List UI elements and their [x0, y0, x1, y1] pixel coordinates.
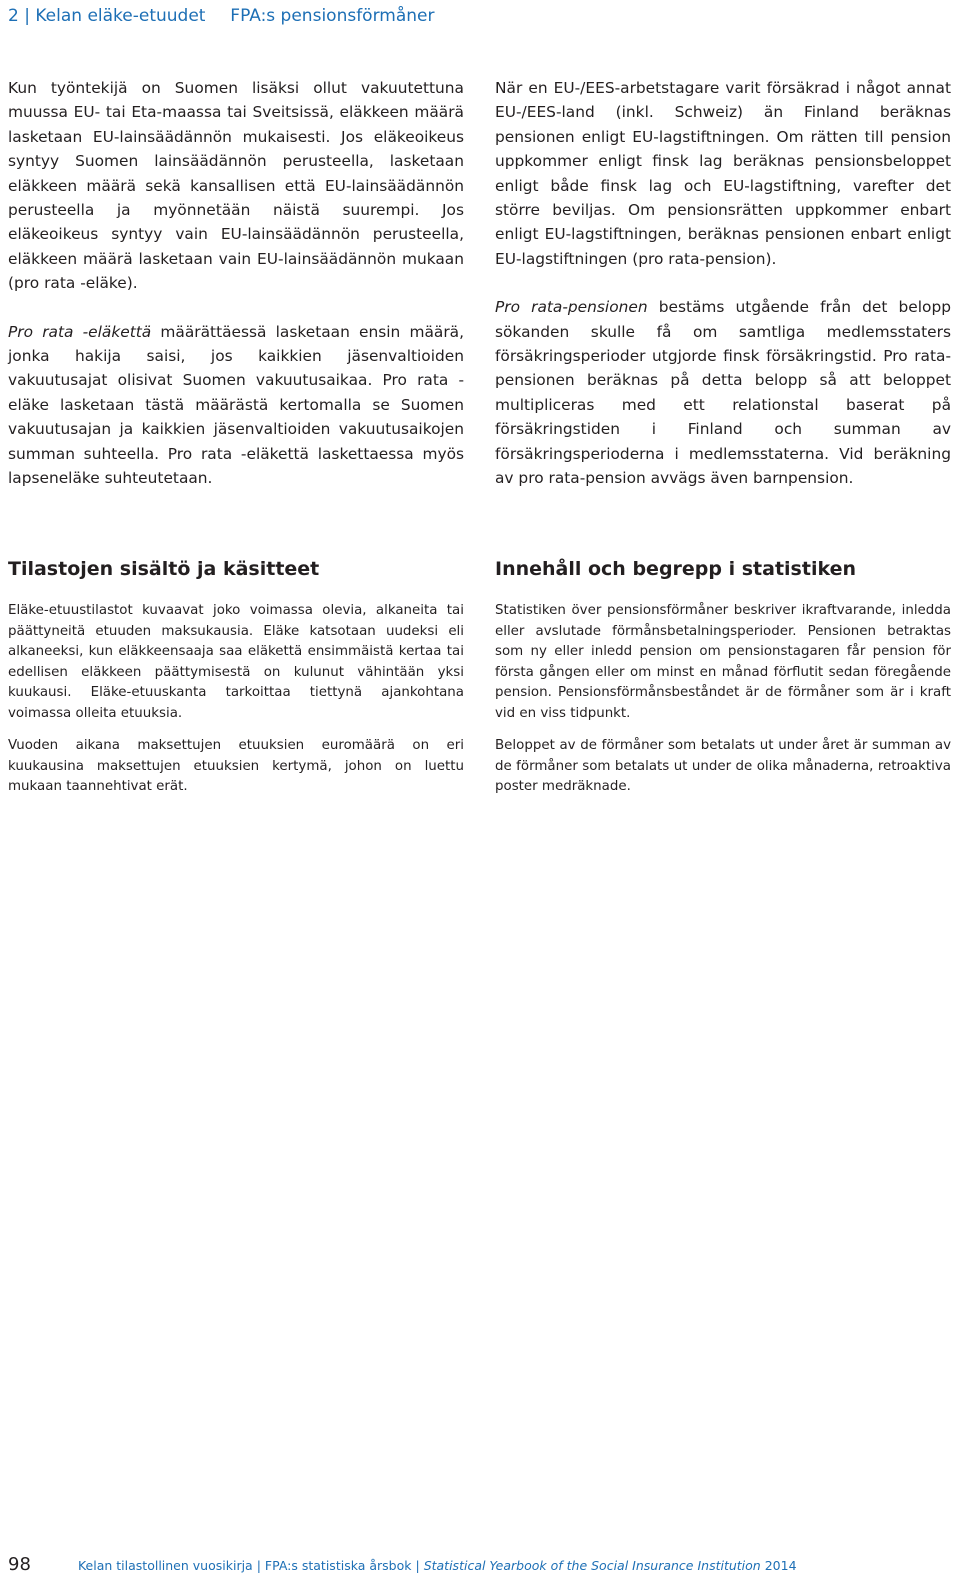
- sv-paragraph-statistics: Statistiken över pensionsförmåner beskriver ikraftvarande, inledda eller avslutade förmånsbetalningsperioder. Pensionen betraktas som ny eller inledd pension om pensionstagaren får pension för första gången eller om minst en månad förflutit sedan föregående pension. Pensionsförmånsbeståndet är de förmåner som är i kraft vid en viss tidpunkt.: [495, 603, 951, 721]
- footer-publication-fi: Kelan tilastollinen vuosikirja: [77, 1558, 253, 1573]
- sv-term-pro-rata: Pro rata-pensionen: [495, 298, 648, 317]
- sv-statistics-section: [495, 557, 951, 798]
- fi-paragraph-amount: Vuoden aikana maksettujen etuuksien euromäärä on eri kuukausina maksettujen etuuksien kertymä, johon on luettu mukaan taannehtivat erät.: [8, 738, 464, 794]
- header-title-sv: FPA:s pensionsförmåner: [230, 6, 435, 26]
- sv-paragraph-amount: Beloppet av de förmåner som betalats ut under året är summan av de förmåner som betalats ut under de olika månaderna, retroaktiva poster medräknade.: [495, 738, 951, 794]
- page-footer: [8, 1553, 797, 1578]
- fi-term-pro-rata: Pro rata -eläkettä: [8, 322, 152, 341]
- fi-paragraph-eu-pension: Kun työntekijä on Suomen lisäksi ollut vakuutettuna muussa EU- tai Eta-maassa tai Sveitsissä, eläkkeen määrä lasketaan EU-lainsäädännön mukaisesti. Jos eläkeoikeus syntyy Suomen lainsäädännön perusteella, lasketaan eläkkeen määrä sekä kansallisen että EU-lainsäädännön perusteella ja myönnetään näistä suurempi. Jos eläkeoikeus syntyy vain EU-lainsäädännön perusteella, eläkkeen määrä lasketaan vain EU-lainsäädännön mukaan (pro rata -eläke).: [8, 79, 464, 293]
- footer-separator-1: |: [256, 1558, 261, 1573]
- sv-paragraph-pro-rata: [495, 295, 951, 490]
- header-title-fi: Kelan eläke-etuudet: [35, 6, 206, 26]
- fi-paragraph-pro-rata: [8, 320, 464, 491]
- running-header: [8, 6, 434, 26]
- fi-section-heading: Tilastojen sisältö ja käsitteet: [8, 558, 320, 580]
- header-separator: |: [24, 6, 30, 26]
- fi-paragraph-statistics: Eläke-etuustilastot kuvaavat joko voimassa olevia, alkaneita tai päättyneitä etuuden maksukausia. Eläke katsotaan uudeksi eli alkaneeksi, kun eläkkeensaaja saa eläkettä ensimmäistä kertaa tai edellisen eläkkeen päättymisestä on kulunut vähintään yksi kuukausi. Eläke-etuuskanta tarkoittaa tiettynä ajankohtana voimassa olleita etuuksia.: [8, 603, 464, 721]
- sv-section-heading: Innehåll och begrepp i statistiken: [495, 558, 856, 580]
- chapter-number: 2: [8, 6, 19, 26]
- footer-year: 2014: [764, 1558, 797, 1573]
- finnish-column: [8, 76, 464, 491]
- page-number: 98: [8, 1554, 31, 1575]
- fi-statistics-section: [8, 557, 464, 798]
- footer-separator-2: |: [415, 1558, 420, 1573]
- swedish-column: [495, 76, 951, 491]
- footer-publication-sv: FPA:s statistiska årsbok: [264, 1558, 412, 1573]
- sv-paragraph-eu-pension: När en EU-/EES-arbetstagare varit försäkrad i något annat EU-/EES-land (inkl. Schweiz) än Finland beräknas pensionen enligt EU-lagstiftningen. Om rätten till pension uppkommer enligt finsk lag beräknas pensionsbeloppet enligt både finsk lag och EU-lagstiftning, varefter det större beviljas. Om pensionsrätten uppkommer enbart enligt EU-lagstiftningen, beräknas pensionen enbart enligt EU-lagstiftningen (pro rata-pension).: [495, 79, 951, 268]
- fi-pro-rata-text: määrättäessä lasketaan ensin määrä, jonka hakija saisi, jos kaikkien jäsenvaltioiden vakuutusajat olisivat Suomen vakuutusaikaa. Pro rata -eläke lasketaan tästä määrästä kertomalla se Suomen vakuutusajan ja kaikkien jäsenvaltioiden vakuutusaikojen summan suhteella. Pro rata -eläkettä laskettaessa myös lapseneläke suhteutetaan.: [8, 322, 464, 488]
- sv-pro-rata-text: bestäms utgående från det belopp sökanden skulle få om samtliga medlemsstaters försäkringsperioder utgjorde finsk försäkringstid. Pro rata-pensionen beräknas på detta belopp så att beloppet multipliceras med ett relationstal baserat på försäkringstiden i Finland och summan av försäkringsperioderna i medlemsstaterna. Vid beräkning av pro rata-pension avvägs även barnpension.: [495, 298, 951, 488]
- footer-publication-en: Statistical Yearbook of the Social Insurance Institution: [423, 1558, 761, 1573]
